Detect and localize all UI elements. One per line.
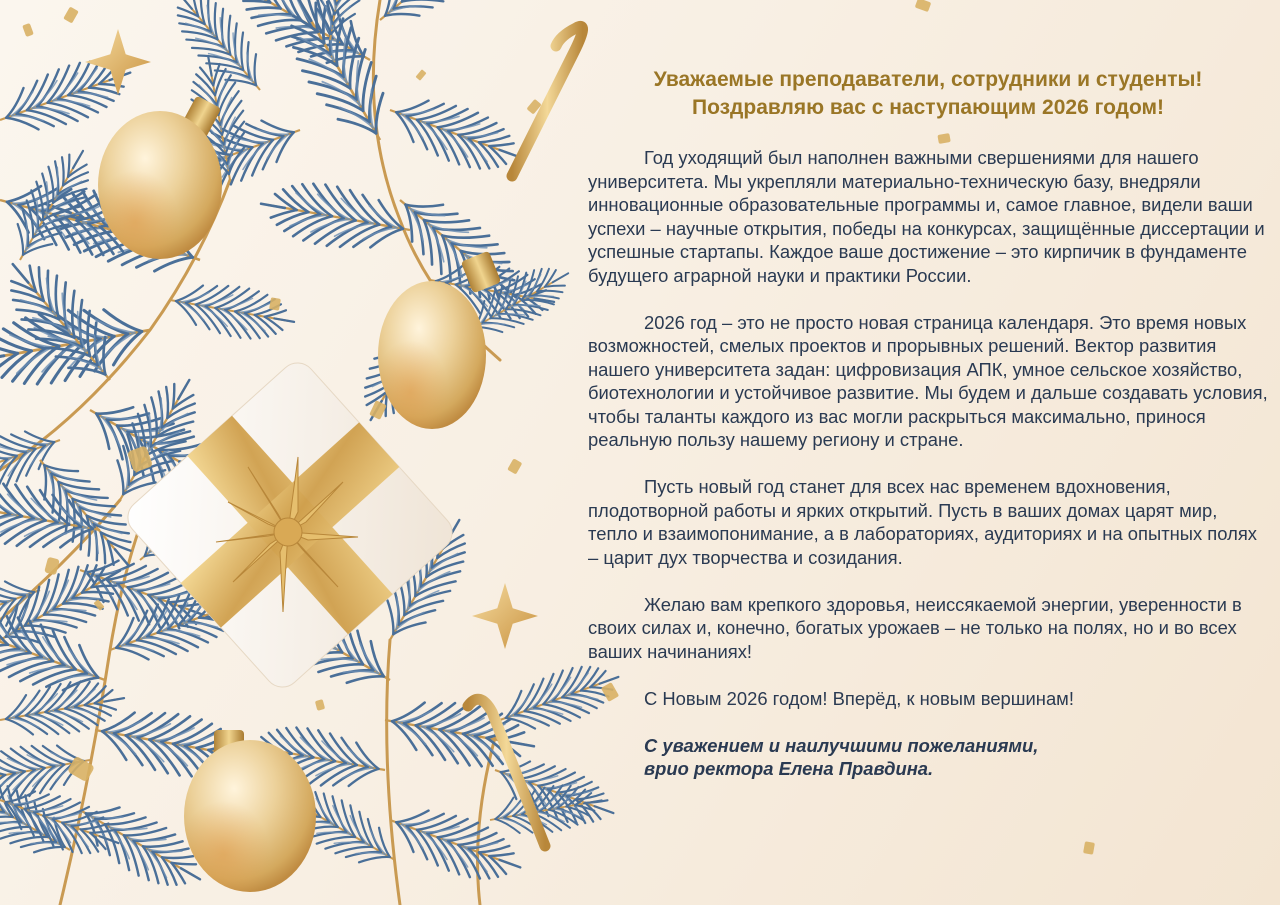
- paragraph-2: 2026 год – это не просто новая страница календаря. Это время новых возможностей, смелых проектов и прорывных решений. Вектор развития нашего университета задан: цифровизация АПК, умное сельское хозяйство, биотехнологии и устойчивое развитие. Мы будем и дальше создавать условия, чтобы таланты каждого из вас могли раскрыться максимально, принося реальную пользу нашему региону и стране.: [588, 311, 1268, 450]
- paragraph-1: Год уходящий был наполнен важными свершениями для нашего университета. Мы укрепляли материально-техническую базу, внедряли инновационные образовательные программы и, самое главное, видели ваши успехи – научные открытия, победы на конкурсах, защищённые диссертации и успешные стартапы. Каждое ваше достижение – это кирпичик в фундаменте будущего аграрной науки и практики России.: [588, 147, 1265, 286]
- candy-cane-top: [512, 26, 583, 176]
- signature-line-1: С уважением и наилучшими пожеланиями,: [644, 734, 1039, 756]
- star-decoration-bottom: [472, 583, 538, 649]
- greeting-letter: [588, 66, 1268, 781]
- fir-branch-top: [160, 0, 580, 434]
- ornament-ball-middle: [378, 251, 501, 429]
- greeting-line-2: Поздравляю вас с наступающим 2026 годом!: [691, 96, 1165, 119]
- greeting-heading: [588, 66, 1268, 122]
- greeting-line-1: Уважаемые преподаватели, сотрудники и студенты!: [653, 68, 1203, 91]
- paragraph-3: Пусть новый год станет для всех нас временем вдохновения, плодотворной работы и ярких открытий. Пусть в ваших домах царят мир, тепло и взаимопонимание, а в лабораториях, аудиториях и на опытных полях – царит дух творчества и созидания.: [588, 476, 1257, 568]
- ornament-ball-top: [98, 95, 222, 259]
- signature-line-2: врио ректора Елена Правдина.: [644, 758, 934, 779]
- signature: [588, 734, 1268, 781]
- closing-line: С Новым 2026 годом! Вперёд, к новым вершинам!: [644, 687, 1074, 709]
- paragraph-4: Желаю вам крепкого здоровья, неиссякаемой энергии, уверенности в своих силах и, конечно, богатых урожаев – не только на полях, но и во всех ваших начинаниях!: [588, 593, 1242, 662]
